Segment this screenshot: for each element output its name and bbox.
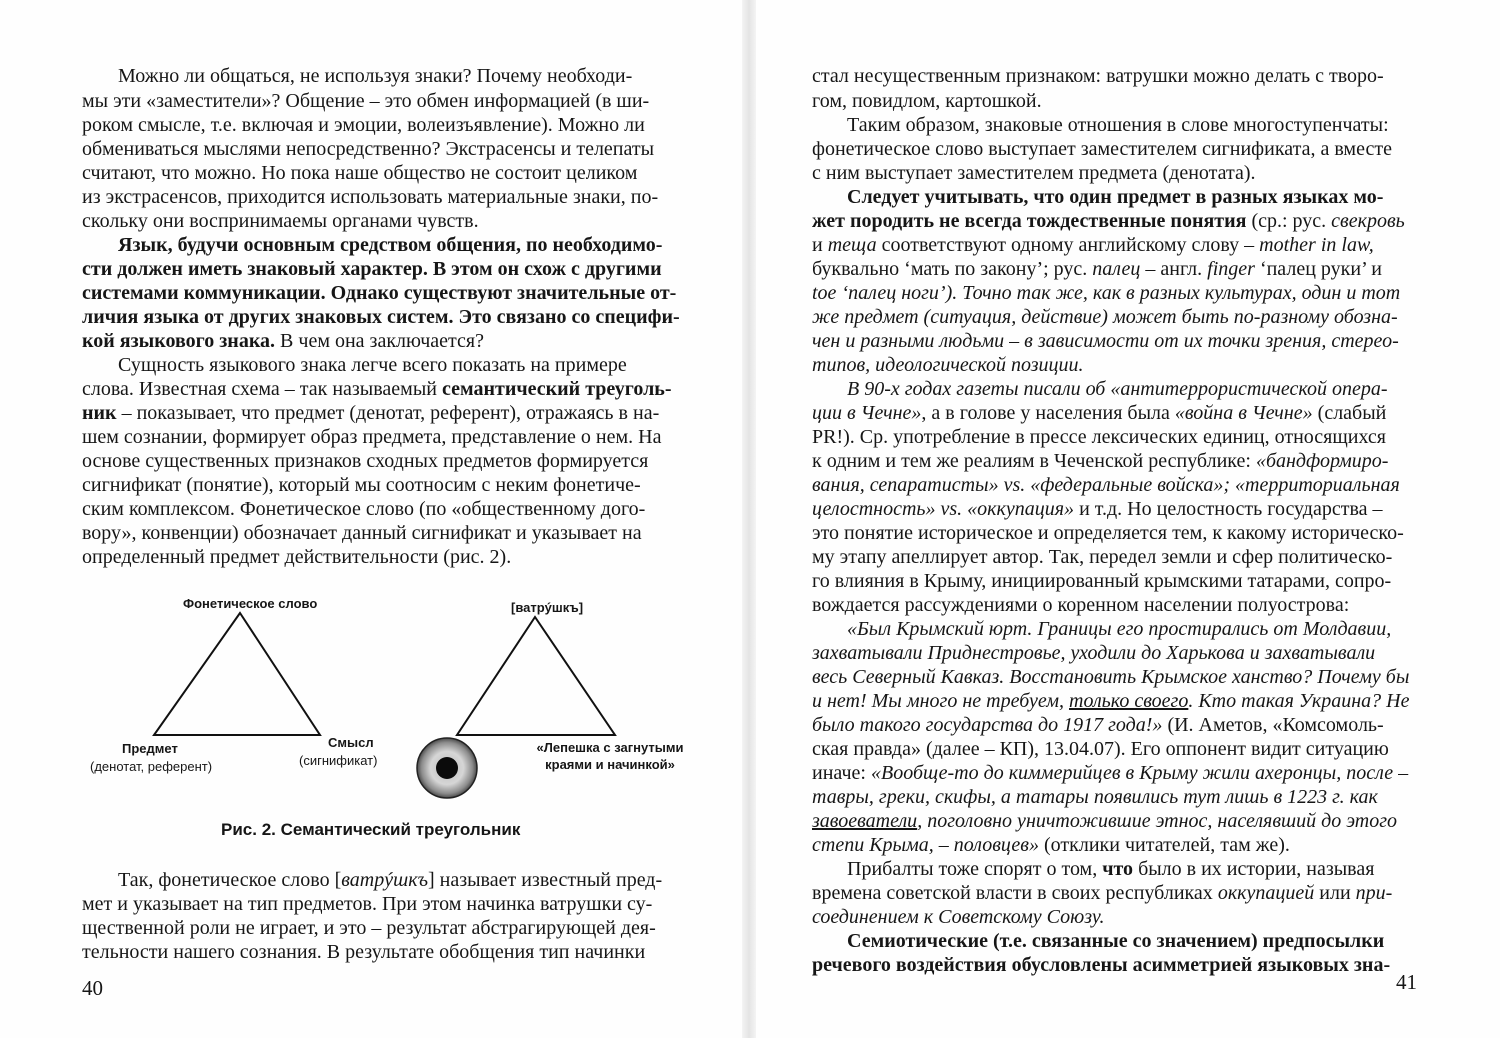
italic-fragment: теща [827,234,877,256]
figure-label: (денотат, референт) [90,759,213,774]
text-line: фонетическое слово выступает заместителем сигнификата, а вместе [812,138,1392,160]
quote-line: «Был Крымский юрт. Границы его простирались от Молдавии, [847,618,1392,640]
text-line [82,377,672,401]
text-fragment: ] называет известный пред- [427,869,663,891]
text-line: ская правда» (далее – КП), 13.04.07). Его оппонент видит ситуацию [812,738,1389,760]
underlined-fragment: только своего [1069,690,1189,712]
text-line [812,497,1383,521]
italic-fragment: «Вообще-то до киммерийцев в Крыму жили ахеронцы, после – [870,762,1409,784]
underlined-fragment: завоеватели [812,810,918,832]
text-fragment: соответствуют одному английскому слову – [876,234,1260,256]
text-line: роком смысле, т.е. включая и эмоции, волеизъявление). Можно ли [82,114,645,136]
bold-line: сти должен иметь знаковый характер. В этом он схож с другими [82,258,662,280]
italic-line [812,281,1400,305]
italic-fragment: степи Крыма, – половцев» [812,834,1039,856]
text-fragment: (ср.: рус. [1246,210,1332,232]
italic-fragment: ватрýшкъ [341,869,428,891]
text-fragment: и [812,234,828,256]
italic-fragment: целостность» vs. «оккупация» [812,498,1075,520]
text-fragment: ‘палец руки’ и [1254,258,1382,280]
text-line [812,257,1382,281]
page-number: 41 [1396,970,1417,994]
text-fragment: и т.д. Но целостность государства – [1074,498,1383,520]
italic-fragment: toe [812,282,837,304]
italic-line: чен и разными людьми – в зависимости от их точки зрения, стерео- [812,330,1399,352]
text-fragment: или [1314,882,1356,904]
text-line [82,329,484,353]
text-line: Сущность языкового знака легче всего показать на примере [118,354,627,376]
semantic-triangle-figure [80,595,720,810]
text-line: ским комплексом. Фонетическое слово (по «общественному дого- [82,498,646,520]
text-line [118,868,662,892]
text-line [812,881,1392,905]
text-fragment: – англ. [1140,258,1208,280]
italic-line: же предмет (ситуация, действие) может быть по-разному обозна- [812,306,1398,328]
bold-line: личия языка от других знаковых систем. Это связано со специфи- [82,306,680,328]
left-page [0,0,742,1038]
figure-label: «Лепешка с загнутыми [536,740,684,755]
bold-fragment: кой языкового знака. [82,330,276,352]
italic-fragment: и нет! Мы много не требуем, [812,690,1070,712]
italic-line: В 90-х годах газеты писали об «антитеррористической опера- [847,378,1388,400]
bold-term: семантический треуголь- [441,378,672,400]
text-line [812,233,1374,257]
text-line: му этапу апеллирует автор. Так, передел земли и сфер политическо- [812,546,1393,568]
italic-fragment: свекровь [1331,210,1405,232]
italic-fragment: finger [1207,258,1255,280]
quote-line: весь Северный Кавказ. Восстановить Крымское ханство? Почему бы [812,666,1410,688]
figure-label: Предмет [122,741,178,756]
bold-term: ник [82,402,117,424]
quote-line: тавры, греки, скифы, а татары появились тут лишь в 1223 г. как [812,786,1378,808]
text-line [812,401,1386,425]
quote-line: захватывали Приднестровье, уходили до Харькова и захватывали [812,642,1376,664]
text-line: мет и указывает на тип предметов. При этом начинка ватрушки су- [82,893,653,915]
text-line [812,209,1405,233]
text-line: Таким образом, знаковые отношения в слове многоступенчаты: [847,114,1389,136]
text-line: щественной роли не играет, и это – результат абстрагирующей дея- [82,917,656,939]
italic-fragment: при- [1355,882,1393,904]
text-fragment: (отклики читателей, там же). [1039,834,1290,856]
text-fragment: к одним и тем же реалиям в Чеченской республике: [812,450,1256,472]
bold-line: Следует учитывать, что один предмет в разных языках мо- [847,186,1384,208]
text-fragment: времена советской власти в своих республиках [812,882,1218,904]
figure-caption: Рис. 2. Семантический треугольник [221,820,521,839]
italic-fragment: , поголовно уничтожившие этнос, населявший до этого [917,810,1398,832]
text-fragment: (слабый [1312,402,1387,424]
italic-fragment: ‘палец ноги’). Точно так же, как в разных культурах, один и тот [836,282,1401,304]
italic-fragment: «бандформиро- [1255,450,1389,472]
text-line: вождается рассуждениями о коренном населении полуострова: [812,594,1350,616]
text-line: определенный предмет действительности (рис. 2). [82,546,512,568]
italic-fragment: «война в Чечне» [1174,402,1313,424]
text-line: стал несущественным признаком: ватрушки можно делать с творо- [812,65,1384,87]
text-fragment: Прибалты тоже спорят о том, [847,858,1103,880]
text-line: PR!). Ср. употребление в прессе лексических единиц, относящихся [812,426,1386,448]
italic-fragment: . Кто такая Украина? Не [1188,690,1410,712]
text-line [812,833,1290,857]
text-line: это понятие историческое и определяется тем, к какому историческо- [812,522,1404,544]
text-line: сигнификат (понятие), который мы соотносим с неким фонетиче- [82,474,641,496]
semantic-triangle-left [154,613,320,735]
book-gutter [742,0,756,1038]
bold-fragment: жет породить не всегда тождественные понятия [812,210,1247,232]
text-line: мы эти «заместители»? Общение – это обмен информацией (в ши- [82,90,650,112]
italic-fragment: mother in law, [1259,234,1374,256]
figure-label: (сигнификат) [299,753,378,768]
text-fragment: В чем она заключается? [275,330,484,352]
italic-line: соединением к Советскому Союзу. [812,906,1105,928]
text-line: считают, что можно. Но пока наше общество не состоит целиком [82,162,638,184]
text-fragment: – показывает, что предмет (денотат, референт), отражаясь в на- [116,402,660,424]
text-line [812,449,1388,473]
italic-line: типов, идеологической позиции. [812,354,1084,376]
text-line: шем сознании, формирует образ предмета, представление о нем. На [82,426,662,448]
text-line: обмениваться мыслями непосредственно? Экстрасенсы и телепаты [82,138,655,160]
figure-label: Смысл [328,735,374,750]
italic-fragment: палец [1092,258,1141,280]
bold-line: Язык, будучи основным средством общения, по необходимо- [118,234,663,256]
text-fragment: было в их истории, называя [1133,858,1375,880]
italic-fragment: ции в Чечне» [812,402,922,424]
figure-label: [ватрýшкъ] [511,600,584,615]
quote-line [812,809,1397,833]
page-number: 40 [82,976,103,1000]
text-fragment: (И. Аметов, «Комсомоль- [1162,714,1384,736]
italic-line: вания, сепаратисты» vs. «федеральные войска»; «территориальная [812,474,1400,496]
right-page [756,0,1500,1038]
figure-label: Фонетическое слово [183,596,318,611]
text-fragment: иначе: [812,762,871,784]
text-line: с ним выступает заместителем предмета (денотата). [812,162,1256,184]
bold-line: Семиотические (т.е. связанные со значением) предпосылки [847,930,1385,952]
bold-line: речевого воздействия обусловлены асимметрией языковых зна- [812,954,1391,976]
text-line [82,401,659,425]
text-fragment: , а в голове у населения была [921,402,1175,424]
text-fragment: слова. Известная схема – так называемый [82,378,442,400]
italic-fragment: оккупацией [1217,882,1315,904]
text-line [812,761,1408,785]
text-line: из экстрасенсов, приходится использовать материальные знаки, по- [82,186,659,208]
bold-fragment: что [1102,858,1134,880]
text-line: тельности нашего сознания. В результате обобщения тип начинки [82,941,646,963]
text-line: вору», конвенции) обозначает данный сигнификат и указывает на [82,522,642,544]
text-line: основе существенных признаков сходных предметов формируется [82,450,649,472]
quote-line [812,689,1409,713]
semantic-triangle-right [457,617,615,735]
text-line: гом, повидлом, картошкой. [812,90,1042,112]
figure-label: краями и начинкой» [545,757,675,772]
text-fragment: Так, фонетическое слово [ [118,869,342,891]
text-line: Можно ли общаться, не используя знаки? Почему необходи- [118,65,633,87]
text-line: го влияния в Крыму, инициированный крымскими татарами, сопро- [812,570,1392,592]
text-line [847,857,1374,881]
text-line [812,713,1384,737]
italic-fragment: было такого государства до 1917 года!» [812,714,1163,736]
bold-line: системами коммуникации. Однако существуют значительные от- [82,282,677,304]
vatrushka-center [436,757,458,779]
text-fragment: буквально ‘мать по закону’; рус. [812,258,1093,280]
text-line: скольку они воспринимаемы органами чувств. [82,210,479,232]
